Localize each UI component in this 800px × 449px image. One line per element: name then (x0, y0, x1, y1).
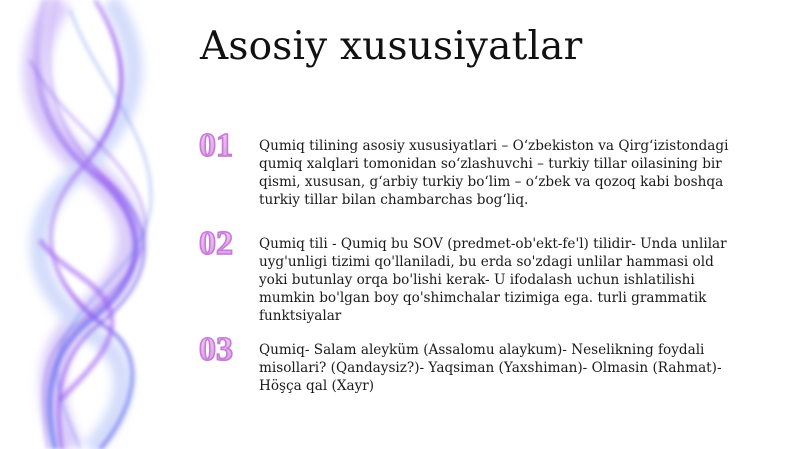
item-text: Qumiq- Salam aleyküm (Assalomu alaykum)- Neselikning foydali misollari? (Qandaysiz?)- Yaqsiman (Yaxshiman)- Olmasin (Rahmat)- Höşça qal (Xayr) (259, 342, 722, 394)
item-number: 03 (199, 331, 233, 368)
item-text: Qumiq tili - Qumiq bu SOV (predmet-ob'ekt-fe'l) tilidir- Unda unlilar uyg'unligi tizimi qo'llaniladi, bu erda so'zdagi unlilar hammasi old yoki butunlay orqa bo'lishi kerak- U ifodalash uchun ishlatilishi mumkin bo'lgan boy qo'shimchalar tizimiga ega. turli grammatik funktsiyalar (259, 236, 727, 324)
item-text: Qumiq tilining asosiy xususiyatlari – O‘zbekiston va Qirg‘izistondagi qumiq xalqlari tomonidan so‘zlashuvchi – turkiy tillar oilasining bir qismi, xususan, g‘arbiy turkiy bo‘lim – o‘zbek va qozoq kabi boshqa turkiy tillar bilan chambarchas bog‘liq. (259, 138, 729, 208)
decorative-smoke-ribbon (0, 0, 200, 449)
item-number: 02 (199, 225, 233, 262)
slide-title: Asosiy xususiyatlar (200, 24, 583, 69)
item-number: 01 (199, 127, 233, 164)
